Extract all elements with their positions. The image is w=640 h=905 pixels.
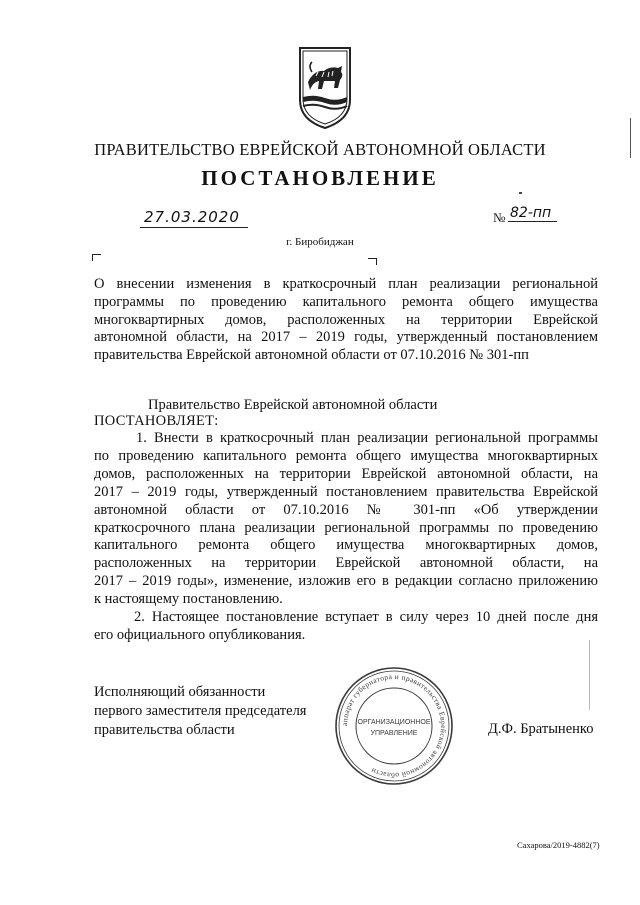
seal-ring-text: аппарат губернатора и правительства Еврейской автономной области — [339, 671, 449, 781]
item1-line: капитального ремонта общего имущества многоквартирных домов, — [94, 537, 598, 554]
signatory-name: Д.Ф. Братыненко — [488, 721, 594, 737]
decree-word: ПОСТАНОВЛЯЕТ: — [94, 413, 219, 429]
item1-line: 2017 – 2019 годы, утвержденный постановлением правительства Еврейской — [94, 483, 598, 500]
item1-line: 1. Внести в краткосрочный план реализации региональной программы — [136, 430, 598, 446]
signatory-title-line: первого заместителя председателя — [94, 703, 307, 719]
scan-edge-mark — [589, 640, 590, 710]
coat-of-arms-icon — [294, 44, 356, 130]
seal-center-line2: УПРАВЛЕНИЕ — [370, 730, 418, 737]
subject-line: многоквартирных домов, расположенных на территории Еврейской — [94, 311, 598, 328]
item2-line: его официального опубликования. — [94, 626, 306, 643]
seal-center-line1: ОРГАНИЗАЦИОННОЕ — [357, 719, 431, 726]
scan-edge-mark — [630, 118, 631, 158]
official-seal — [332, 664, 456, 788]
subject-line: правительства Еврейской автономной области от 07.10.2016 № 301-пп — [94, 347, 529, 364]
item1-line: 2017 – 2019 годы», изменение, изложив его в редакции согласно приложению — [94, 573, 598, 590]
document-type-title: ПОСТАНОВЛЕНИЕ — [201, 166, 439, 190]
item1-line: по проведению капитального ремонта общего имущества многоквартирных — [94, 447, 598, 464]
item1-line: расположенных на территории Еврейской автономной области, на — [94, 555, 598, 572]
document-number: 82-пп — [508, 205, 557, 222]
item2-line: 2. Настоящее постановление вступает в силу через 10 дней после дня — [134, 609, 598, 626]
government-name: ПРАВИТЕЛЬСТВО ЕВРЕЙСКОЙ АВТОНОМНОЙ ОБЛАСТИ — [94, 140, 546, 159]
item1-line: к настоящему постановлению. — [94, 591, 283, 608]
document-city: г. Биробиджан — [286, 236, 354, 248]
right-corner-mark — [368, 258, 377, 265]
document-subject — [94, 276, 598, 365]
scan-dot-mark — [519, 192, 522, 194]
number-label: № — [493, 210, 506, 225]
signatory-title-line: Исполняющий обязанности — [94, 684, 266, 700]
signatory-title — [94, 683, 306, 740]
decree-body — [94, 430, 598, 645]
document-date: 27.03.2020 — [140, 208, 248, 228]
signatory-title-line: правительства области — [94, 722, 235, 738]
subject-line: О внесении изменения в краткосрочный план реализации региональной — [94, 276, 598, 292]
preamble: Правительство Еврейской автономной области — [148, 397, 438, 413]
item1-line: автономной области от 07.10.2016 № 301-пп «Об утверждении — [94, 501, 598, 518]
subject-line: программы по проведению капитального ремонта общего имущества — [94, 293, 598, 310]
left-corner-mark — [92, 254, 101, 261]
item1-line: краткосрочного плана реализации региональной программы по проведению — [94, 519, 598, 536]
footer-reference: Сахарова/2019-4882(7) — [517, 840, 600, 850]
subject-line: автономной области, на 2017 – 2019 годы, утвержденный постановлением — [94, 329, 598, 346]
item1-line: домов, расположенных на территории Еврейской автономной области, на — [94, 465, 598, 482]
